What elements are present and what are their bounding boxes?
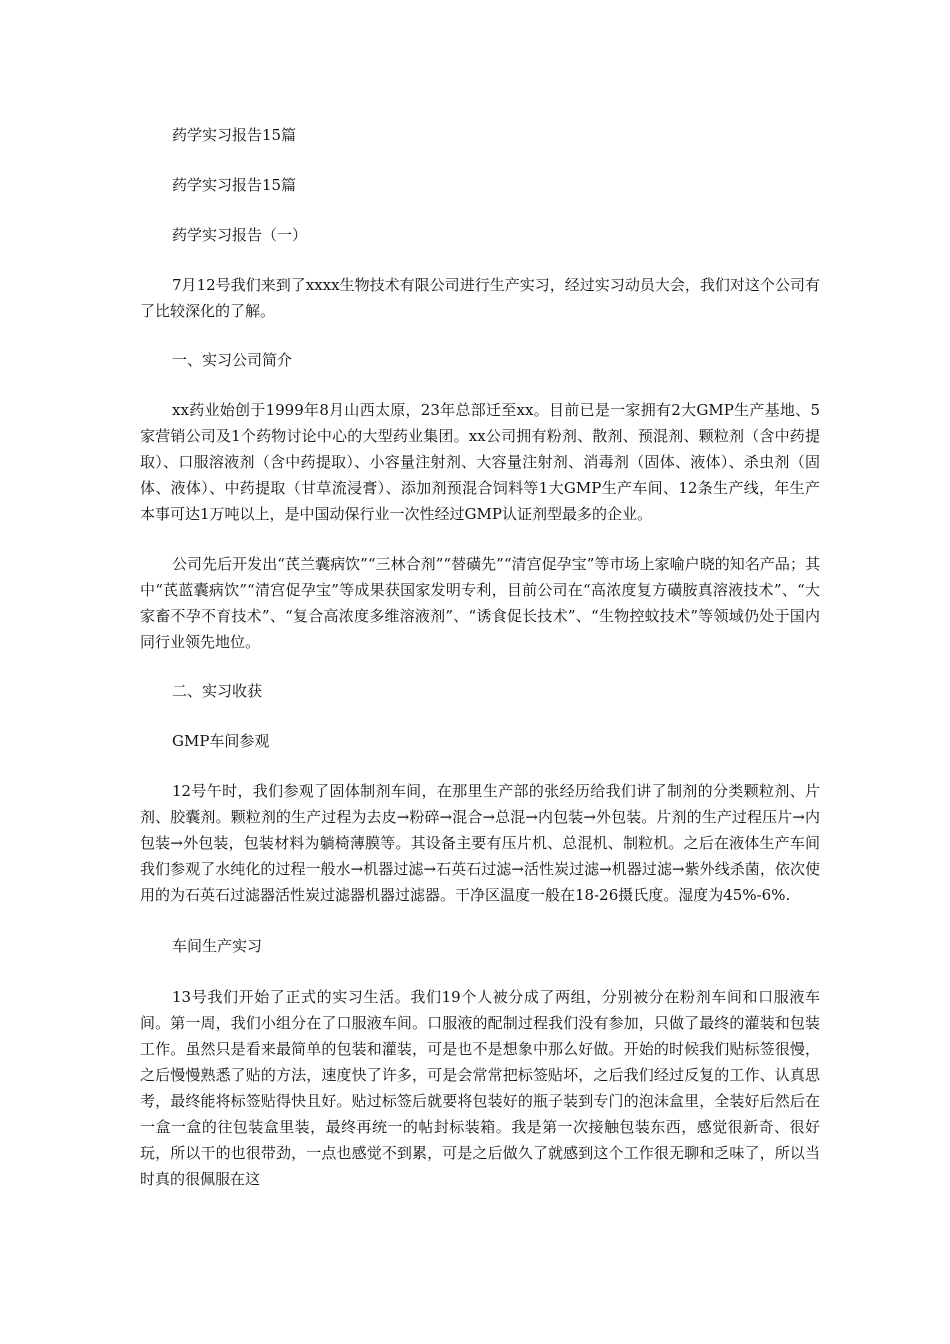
company-paragraph-2: 公司先后开发出“芪兰囊病饮”“三林合剂”“替磺先”“清宫促孕宝”等市场上家喻户晓的知名产品；其中“芪蓝囊病饮”“清宫促孕宝”等成果获国家发明专利，目前公司在“高浓度复方磺胺真溶液技术”、“大家畜不孕不育技术”、“复合高浓度多维溶液剂”、“诱食促长技术”、“生物控蚊技术”等领域仍处于国内同行业领先地位。 (140, 555, 820, 651)
company-paragraph-1: xx药业始创于1999年8月山西太原，23年总部迁至xx。目前已是一家拥有2大GMP生产基地、5家营销公司及1个药物讨论中心的大型药业集团。xx公司拥有粉剂、散剂、预混剂、颗粒剂（含中药提取）、口服溶液剂（含中药提取）、小容量注射剂、大容量注射剂、消毒剂（固体、液体）、杀虫剂（固体、液体）、中药提取（甘草流浸膏）、添加剂预混合饲料等1大GMP生产车间、12条生产线，年生产本事可达1万吨以上，是中国动保行业一次性经过GMP认证剂型最多的企业。 (140, 401, 820, 523)
section-title: 药学实习报告（一） (172, 226, 308, 244)
document-body (140, 122, 820, 1192)
heading-company-profile: 一、实习公司简介 (172, 351, 293, 369)
heading-internship-gains: 二、实习收获 (172, 682, 263, 700)
heading-gmp-visit: GMP车间参观 (172, 732, 270, 750)
heading-workshop-practice: 车间生产实习 (172, 937, 263, 955)
workshop-practice-paragraph: 13号我们开始了正式的实习生活。我们19个人被分成了两组，分别被分在粉剂车间和口服液车间。第一周，我们小组分在了口服液车间。口服液的配制过程我们没有参加，只做了最终的灌装和包装工作。虽然只是看来最简单的包装和灌装，可是也不是想象中那么好做。开始的时候我们贴标签很慢，之后慢慢熟悉了贴的方法，速度快了许多，可是会常常把标签贴坏，之后我们经过反复的工作、认真思考，最终能将标签贴得快且好。贴过标签后就要将包装好的瓶子装到专门的泡沫盒里，全装好后然后在一盒一盒的往包装盒里装，最终再统一的帖封标装箱。我是第一次接触包装东西，感觉很新奇、很好玩，所以干的也很带劲，一点也感觉不到累，可是之后做久了就感到这个工作很无聊和乏味了，所以当时真的很佩服在这 (140, 988, 820, 1188)
document-subtitle: 药学实习报告15篇 (172, 176, 297, 194)
gmp-visit-paragraph: 12号午时，我们参观了固体制剂车间，在那里生产部的张经历给我们讲了制剂的分类颗粒剂、片剂、胶囊剂。颗粒剂的生产过程为去皮→粉碎→混合→总混→内包装→外包装。片剂的生产过程压片→内包装→外包装，包装材料为躺椅薄膜等。其设备主要有压片机、总混机、制粒机。之后在液体生产车间我们参观了水纯化的过程一般水→机器过滤→石英石过滤→活性炭过滤→机器过滤→紫外线杀菌，依次使用的为石英石过滤器活性炭过滤器机器过滤器。干净区温度一般在18-26摄氏度。湿度为45%-6%. (140, 782, 820, 904)
intro-paragraph: 7月12号我们来到了xxxx生物技术有限公司进行生产实习，经过实习动员大会，我们对这个公司有了比较深化的了解。 (140, 276, 820, 320)
document-title: 药学实习报告15篇 (172, 126, 297, 144)
